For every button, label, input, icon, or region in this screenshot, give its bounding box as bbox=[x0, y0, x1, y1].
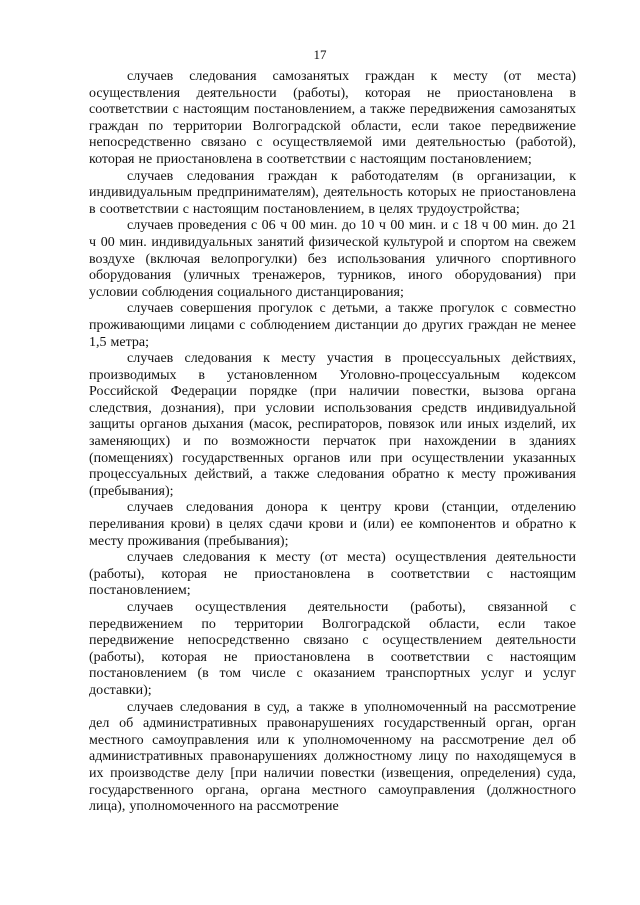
paragraph-blood-donor: случаев следования донора к центру крови (станции, отделению переливания крови) в целях сдачи крови и (или) ее компонентов и обратно к месту проживания (пребывания); bbox=[89, 500, 576, 549]
paragraph-work-travel: случаев следования к месту (от места) осуществления деятельности (работы), которая не приостановлена в соответствии с настоящим постановлением; bbox=[89, 550, 576, 599]
paragraph-self-employed: случаев следования самозанятых граждан к месту (от места) осуществления деятельности (работы), которая не приостановлена в соответствии с настоящим постановлением, а также передвижения самозанятых граждан по территории Волгоградской области, если такое передвижение непосредственно связано с осуществляемой ими деятельностью (работой), которая не приостановлена в соответствии с настоящим постановлением; bbox=[89, 69, 576, 167]
paragraph-walks: случаев совершения прогулок с детьми, а также прогулок с совместно проживающими лицами с соблюдением дистанции до других граждан не менее 1,5 метра; bbox=[89, 301, 576, 350]
paragraph-exercise: случаев проведения с 06 ч 00 мин. до 10 ч 00 мин. и с 18 ч 00 мин. до 21 ч 00 мин. индивидуальных занятий физической культурой и спортом на свежем воздухе (включая велопрогулки) без использования уличного спортивного оборудования (уличных тренажеров, турников, иного оборудования) при условии соблюдения социального дистанцирования; bbox=[89, 218, 576, 300]
page-number: 17 bbox=[313, 47, 327, 62]
paragraph-employment: случаев следования граждан к работодателям (в организации, к индивидуальным предпринимателям), деятельность которых не приостановлена в соответствии с настоящим постановлением, в целях трудоустройства; bbox=[89, 168, 576, 217]
paragraph-procedural-actions: случаев следования к месту участия в процессуальных действиях, производимых в установленном Уголовно-процессуальным кодексом Российской Федерации порядке (при наличии повестки, вызова органа следствия, дознания), при условии использования средств индивидуальной защиты органов дыхания (масок, респираторов, повязок или иных изделий, их заменяющих) и по возможности перчаток при нахождении в зданиях (помещениях) государственных органов или при осуществлении указанных процессуальных действий, а также следования обратно к месту проживания (пребывания); bbox=[89, 351, 576, 499]
paragraph-work-movement: случаев осуществления деятельности (работы), связанной с передвижением по территории Волгоградской области, если такое передвижение непосредственно связано с осуществлением деятельности (работы), которая не приостановлена в соответствии с настоящим постановлением (в том числе с оказанием транспортных услуг и услуг доставки); bbox=[89, 600, 576, 698]
document-body bbox=[89, 69, 576, 816]
paragraph-court: случаев следования в суд, а также в уполномоченный на рассмотрение дел об административных правонарушениях государственный орган, орган местного самоуправления или к уполномоченному на рассмотрение дел об административных правонарушениях должностному лицу по находящемуся в их производстве делу [при наличии повестки (извещения, определения) суда, государственного органа, органа местного самоуправления (должностного лица), уполномоченного на рассмотрение bbox=[89, 699, 576, 815]
